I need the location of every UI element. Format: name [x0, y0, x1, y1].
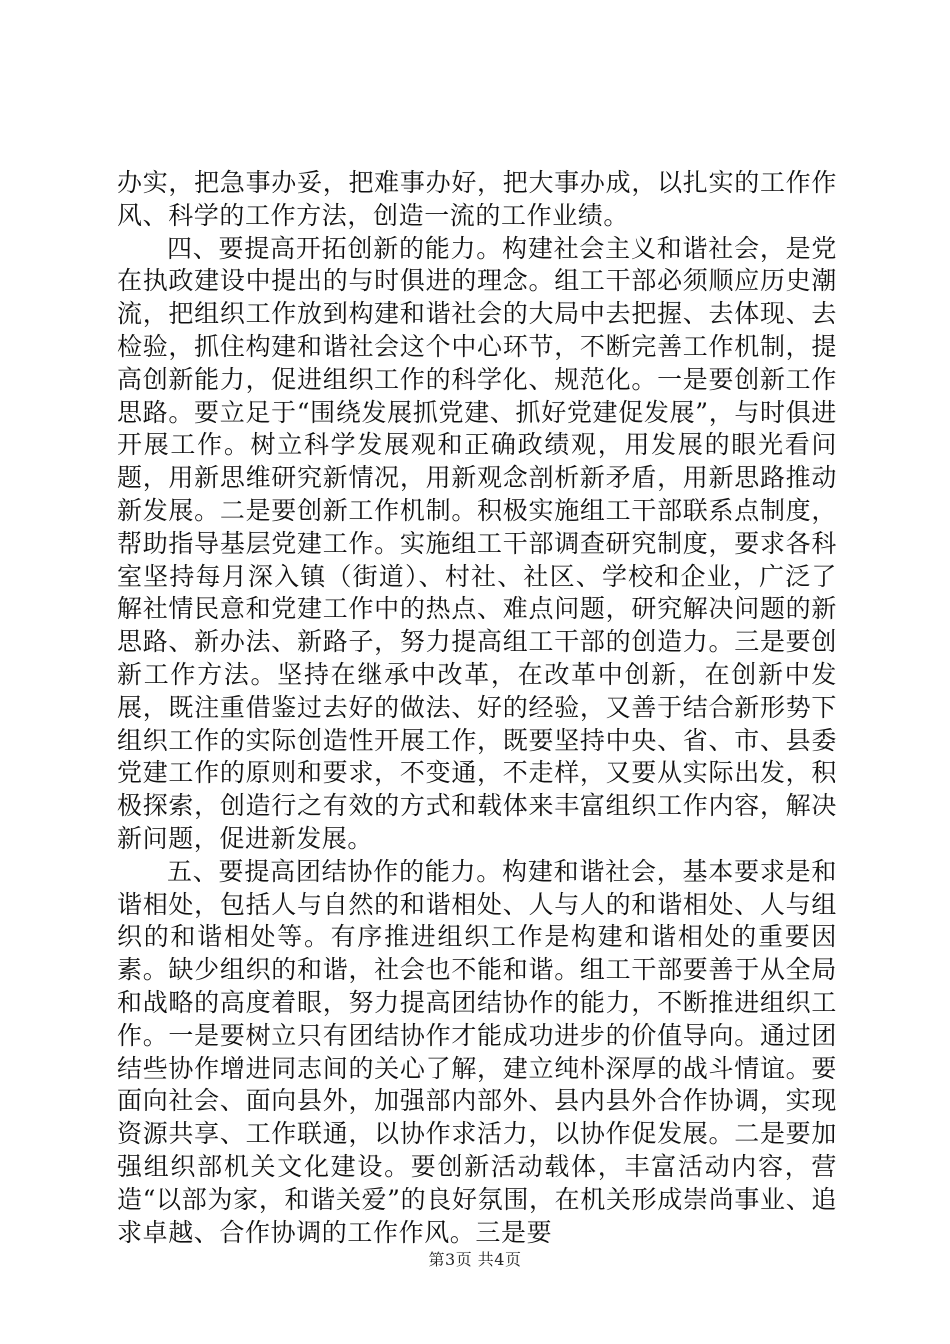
paragraph-section-five: 五、要提高团结协作的能力。构建和谐社会，基本要求是和谐相处，包括人与自然的和谐相处、人与人的和谐相处、人与组织的和谐相处等。有序推进组织工作是构建和谐相处的重要因素。缺少组织的和谐，社会也不能和谐。组工干部要善于从全局和战略的高度着眼，努力提高团结协作的能力，不断推进组织工作。一是要树立只有团结协作才能成功进步的价值导向。通过团结些协作增进同志间的关心了解，建立纯朴深厚的战斗情谊。要面向社会、面向县外，加强部内部外、县内县外合作协调，实现资源共享、工作联通，以协作求活力，以协作促发展。二是要加强组织部机关文化建设。要创新活动载体，丰富活动内容，营造“以部为家，和谐关爱”的良好氛围，在机关形成崇尚事业、追求卓越、合作协调的工作作风。三是要 — [117, 856, 837, 1247]
page-footer: 第3页 共4页 — [428, 1250, 522, 1269]
document-body — [117, 167, 837, 1249]
paragraph-continuation: 办实，把急事办妥，把难事办好，把大事办成，以扎实的工作作风、科学的工作方法，创造一流的工作业绩。 — [117, 168, 837, 230]
paragraph-section-four: 四、要提高开拓创新的能力。构建社会主义和谐社会，是党在执政建设中提出的与时俱进的理念。组工干部必须顺应历史潮流，把组织工作放到构建和谐社会的大局中去把握、去体现、去检验，抓住构建和谐社会这个中心环节，不断完善工作机制，提高创新能力，促进组织工作的科学化、规范化。一是要创新工作思路。要立足于“围绕发展抓党建、抓好党建促发展”，与时俱进开展工作。树立科学发展观和正确政绩观，用发展的眼光看问题，用新思维研究新情况，用新观念剖析新矛盾，用新思路推动新发展。二是要创新工作机制。积极实施组工干部联系点制度，帮助指导基层党建工作。实施组工干部调查研究制度，要求各科室坚持每月深入镇（街道）、村社、社区、学校和企业，广泛了解社情民意和党建工作中的热点、难点问题，研究解决问题的新思路、新办法、新路子，努力提高组工干部的创造力。三是要创新工作方法。坚持在继承中改革，在改革中创新，在创新中发展，既注重借鉴过去好的做法、好的经验，又善于结合新形势下组织工作的实际创造性开展工作，既要坚持中央、省、市、县委党建工作的原则和要求，不变通，不走样，又要从实际出发，积极探索，创造行之有效的方式和载体来丰富组织工作内容，解决新问题，促进新发展。 — [117, 233, 837, 853]
